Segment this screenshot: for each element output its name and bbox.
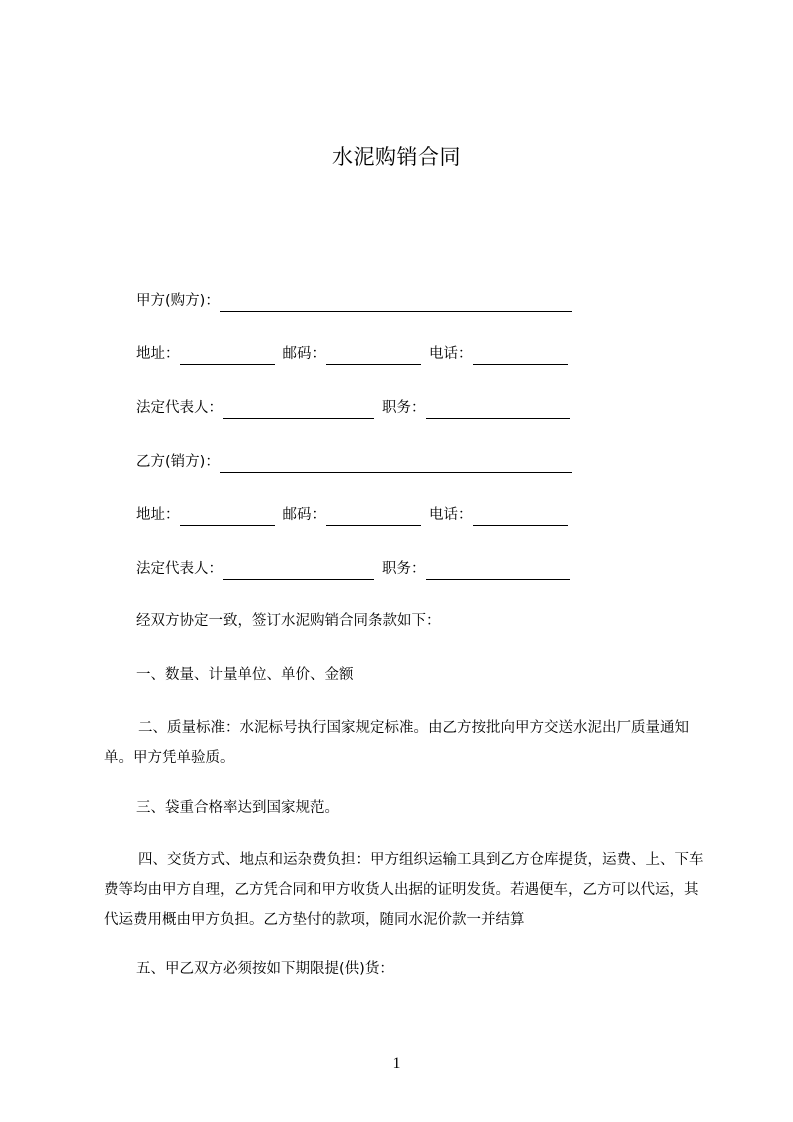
party-a-rep-line: [136, 397, 578, 419]
party-a-position-field[interactable]: [426, 401, 570, 419]
party-b-rep-field[interactable]: [223, 562, 374, 580]
page-number: 1: [392, 1055, 401, 1072]
party-b-postcode-field[interactable]: [326, 508, 421, 526]
party-a-address-field[interactable]: [180, 347, 275, 365]
party-b-name-field[interactable]: [220, 455, 572, 473]
party-a-phone-label: 电话：: [429, 346, 473, 362]
party-b-postcode-label: 邮码：: [282, 507, 326, 523]
party-b-address-field[interactable]: [180, 508, 275, 526]
party-a-postcode-field[interactable]: [326, 347, 421, 365]
party-b-name-label: 乙方(销方)：: [136, 454, 220, 470]
party-a-name-field[interactable]: [220, 294, 572, 312]
clause-3: 三、袋重合格率达到国家规范。: [136, 800, 339, 816]
party-b-name-line: [136, 451, 580, 473]
document-title: 水泥购销合同: [332, 145, 461, 169]
party-b-rep-label: 法定代表人：: [136, 561, 223, 577]
party-b-address-label: 地址：: [136, 507, 180, 523]
clause-1: 一、数量、计量单位、单价、金额: [136, 667, 354, 683]
party-b-position-label: 职务：: [382, 561, 426, 577]
party-b-phone-field[interactable]: [473, 508, 568, 526]
clause-5: 五、甲乙双方必须按如下期限提(供)货：: [136, 961, 394, 977]
party-a-position-label: 职务：: [382, 400, 426, 416]
party-a-address-label: 地址：: [136, 346, 180, 362]
party-a-phone-field[interactable]: [473, 347, 568, 365]
party-a-name-line: [136, 290, 580, 312]
clause-2: 二、质量标准：水泥标号执行国家规定标准。由乙方按批向甲方交送水泥出厂质量通知单。甲方凭单验质。: [104, 720, 689, 766]
party-a-postcode-label: 邮码：: [282, 346, 326, 362]
party-a-rep-label: 法定代表人：: [136, 400, 223, 416]
party-a-name-label: 甲方(购方)：: [136, 293, 220, 309]
party-a-rep-field[interactable]: [223, 401, 374, 419]
party-b-phone-label: 电话：: [429, 507, 473, 523]
party-b-rep-line: [136, 558, 578, 580]
party-a-contact-line: [136, 343, 576, 365]
party-b-contact-line: [136, 504, 576, 526]
party-b-position-field[interactable]: [426, 562, 570, 580]
intro-text: 经双方协定一致，签订水泥购销合同条款如下：: [136, 613, 441, 629]
clause-4: 四、交货方式、地点和运杂费负担：甲方组织运输工具到乙方仓库提货，运费、上、下车费等均由甲方自理，乙方凭合同和甲方收货人出据的证明发货。若遇便车，乙方可以代运，其代运费用概由甲方负担。乙方垫付的款项，随同水泥价款一并结算: [104, 852, 704, 928]
